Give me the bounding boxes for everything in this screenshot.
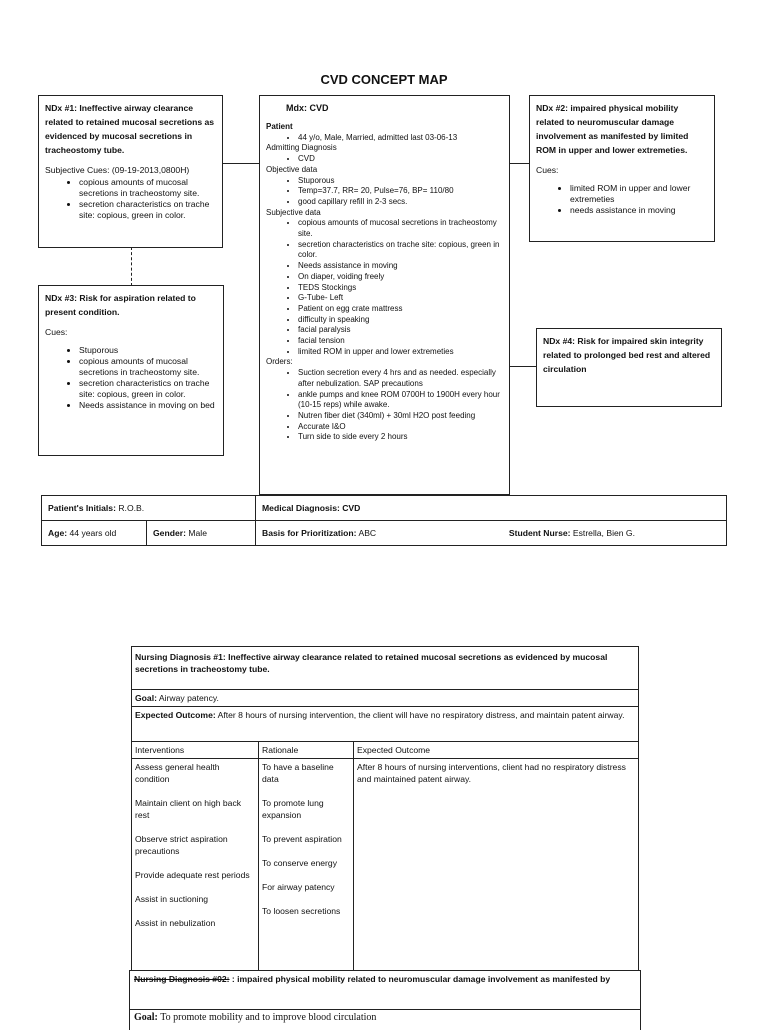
mdx-patient-label: Patient [266,122,293,131]
list-item: • ankle pumps and knee ROM 0700H to 1900H every hour (10-15 reps) while awake. [298,390,503,411]
ndx3-cues-label: Cues: [45,327,68,337]
mdx-orders-label: Orders: [266,357,293,367]
mdx-box [259,95,510,495]
ndx1-heading: NDx #1: Ineffective airway clearance related to retained mucosal secretions as evidenced by mucosal secretions in tracheostomy tube. [45,103,215,155]
list-item: • copious amounts of mucosal secretions in tracheostomy site. [79,177,216,199]
gender-value: Male [188,528,207,538]
mdx-objective-list [266,176,503,208]
mdx-objective-label: Objective data [266,164,318,174]
list-item: • Needs assistance in moving on bed [79,400,217,411]
care1-goal: Airway patency. [158,693,219,703]
list-item: • facial paralysis [298,325,503,336]
care2-diagnosis-label: Nursing Diagnosis #02: [134,974,230,984]
rationale-item: To prevent aspiration [262,834,342,844]
care1-outcome-label: Expected Outcome: [135,710,216,720]
list-item: • copious amounts of mucosal secretions in tracheostomy site. [298,218,503,239]
care2-diagnosis-block [130,971,640,988]
ndx1-box [38,95,223,248]
care-plan-1-table [131,646,639,974]
list-item: • Temp=37.7, RR= 20, Pulse=76, BP= 110/80 [298,186,503,197]
page-title: CVD CONCEPT MAP [320,72,448,87]
ndx1-cues-list [45,177,216,221]
gender-label: Gender: [153,528,186,538]
list-item: • Nutren fiber diet (340ml) + 30ml H2O post feeding [298,411,503,422]
col-header-expected: Expected Outcome [354,742,639,759]
mdx-admitting-list [266,154,503,165]
col-header-rationale: Rationale [259,742,354,759]
medical-diagnosis-cell [256,496,727,521]
interventions-cell [132,759,259,974]
ndx3-box [38,285,224,456]
list-item: • limited ROM in upper and lower extremeties [570,183,708,205]
intervention-item: Provide adequate rest periods [135,870,250,880]
basis-value: ABC [358,528,377,538]
expected-outcome-cell [354,759,639,974]
care1-outcome: After 8 hours of nursing intervention, the client will have no respiratory distress, and maintain patent airway. [217,710,625,720]
list-item: • secretion characteristics on trache site: copious, green in color. [79,199,216,221]
ndx1-cues-label: Subjective Cues: (09-19-2013,0800H) [45,165,190,175]
list-item: • limited ROM in upper and lower extremeties [298,347,503,358]
rationale-item: To promote lung expansion [262,798,324,820]
intervention-item: Observe strict aspiration precautions [135,834,228,856]
mdx-heading: Mdx: CVD [286,103,329,113]
age-value: 44 years old [69,528,117,538]
list-item: • good capillary refill in 2-3 secs. [298,197,503,208]
col-header-interventions: Interventions [132,742,259,759]
intervention-item: Maintain client on high back rest [135,798,242,820]
list-item: • Accurate I&O [298,422,503,433]
medical-diagnosis-label: Medical Diagnosis: CVD [262,503,361,513]
list-item: • 44 y/o, Male, Married, admitted last 03-06-13 [298,133,503,144]
list-item: • facial tension [298,336,503,347]
list-item: • Needs assistance in moving [298,261,503,272]
initials-value: R.O.B. [118,503,145,513]
mdx-subjective-label: Subjective data [266,207,321,217]
age-cell [42,521,147,546]
patient-info-table [41,495,727,546]
list-item: • Patient on egg crate mattress [298,304,503,315]
list-item: • G-Tube- Left [298,293,503,304]
care2-goal: To promote mobility and to improve blood circulation [160,1012,377,1023]
care1-diagnosis-cell [132,647,639,690]
mdx-admitting-label: Admitting Diagnosis [266,143,337,153]
student-nurse-label: Student Nurse: [508,528,571,538]
initials-label: Patient's Initials: [48,503,116,513]
student-nurse-value: Estrella, Bien G. [572,528,635,538]
mdx-orders-list [266,368,503,443]
list-item: • secretion characteristics on trache site: copious, green in color. [298,240,503,261]
rationale-item: To have a baseline data [262,762,334,784]
connector-ndx1-mdx [222,163,259,164]
rationale-item: To loosen secretions [262,906,341,916]
list-item: • On diaper, voiding freely [298,272,503,283]
list-item: • CVD [298,154,503,165]
connector-mdx-ndx2 [509,163,529,164]
list-item: • secretion characteristics on trache site: copious, green in color. [79,378,217,400]
list-item: • Suction secretion every 4 hrs and as needed. especially after nebulization. SAP precautions [298,368,503,389]
care2-diagnosis: : impaired physical mobility related to neuromuscular damage involvement as manifested by [231,974,611,984]
list-item: • TEDS Stockings [298,283,503,294]
connector-ndx1-ndx3 [131,247,132,286]
ndx4-heading: NDx #4: Risk for impaired skin integrity related to prolonged bed rest and altered circulation [543,336,711,374]
list-item: • copious amounts of mucosal secretions in tracheostomy site. [79,356,217,378]
ndx2-cues-label: Cues: [536,165,559,175]
rationale-cell [259,759,354,974]
age-label: Age: [48,528,68,538]
ndx2-heading: NDx #2: impaired physical mobility related to neuromuscular damage involvement as manifested by limited ROM in upper and lower extremeties. [536,103,689,155]
intervention-item: Assist in suctioning [135,894,209,904]
care2-goal-line [134,1012,376,1023]
intervention-item: Assess general health condition [135,762,220,784]
connector-mdx-ndx4 [509,366,536,367]
mdx-patient-list [266,133,503,144]
mdx-subjective-list [266,218,503,357]
ndx3-cues-list [45,345,217,411]
rationale-item: For airway patency [262,882,335,892]
list-item: • difficulty in speaking [298,315,503,326]
care-plan-2-box [129,970,641,1030]
gender-cell [147,521,256,546]
care1-outcome-cell [132,707,639,742]
ndx2-box [529,95,715,242]
care1-goal-label: Goal: [135,693,157,703]
initials-cell [42,496,256,521]
list-item: • Stuporous [298,176,503,187]
rationale-item: To conserve energy [262,858,337,868]
expected-outcome-text: After 8 hours of nursing interventions, client had no respiratory distress and maintained patent airway. [357,762,626,784]
care2-goal-label: Goal: [134,1012,158,1023]
ndx3-heading: NDx #3: Risk for aspiration related to present condition. [45,293,196,317]
care1-goal-cell [132,690,639,707]
basis-label: Basis for Prioritization: [262,528,357,538]
ndx4-box [536,328,722,407]
list-item: • Turn side to side every 2 hours [298,432,503,443]
intervention-item: Assist in nebulization [135,918,216,928]
list-item: • needs assistance in moving [570,205,708,216]
care1-diagnosis: Nursing Diagnosis #1: Ineffective airway clearance related to retained mucosal secretions as evidenced by mucosal secretions in tracheostomy tube. [135,652,608,674]
ndx2-cues-list [536,183,708,216]
list-item: • Stuporous [79,345,217,356]
basis-nurse-cell [256,521,727,546]
